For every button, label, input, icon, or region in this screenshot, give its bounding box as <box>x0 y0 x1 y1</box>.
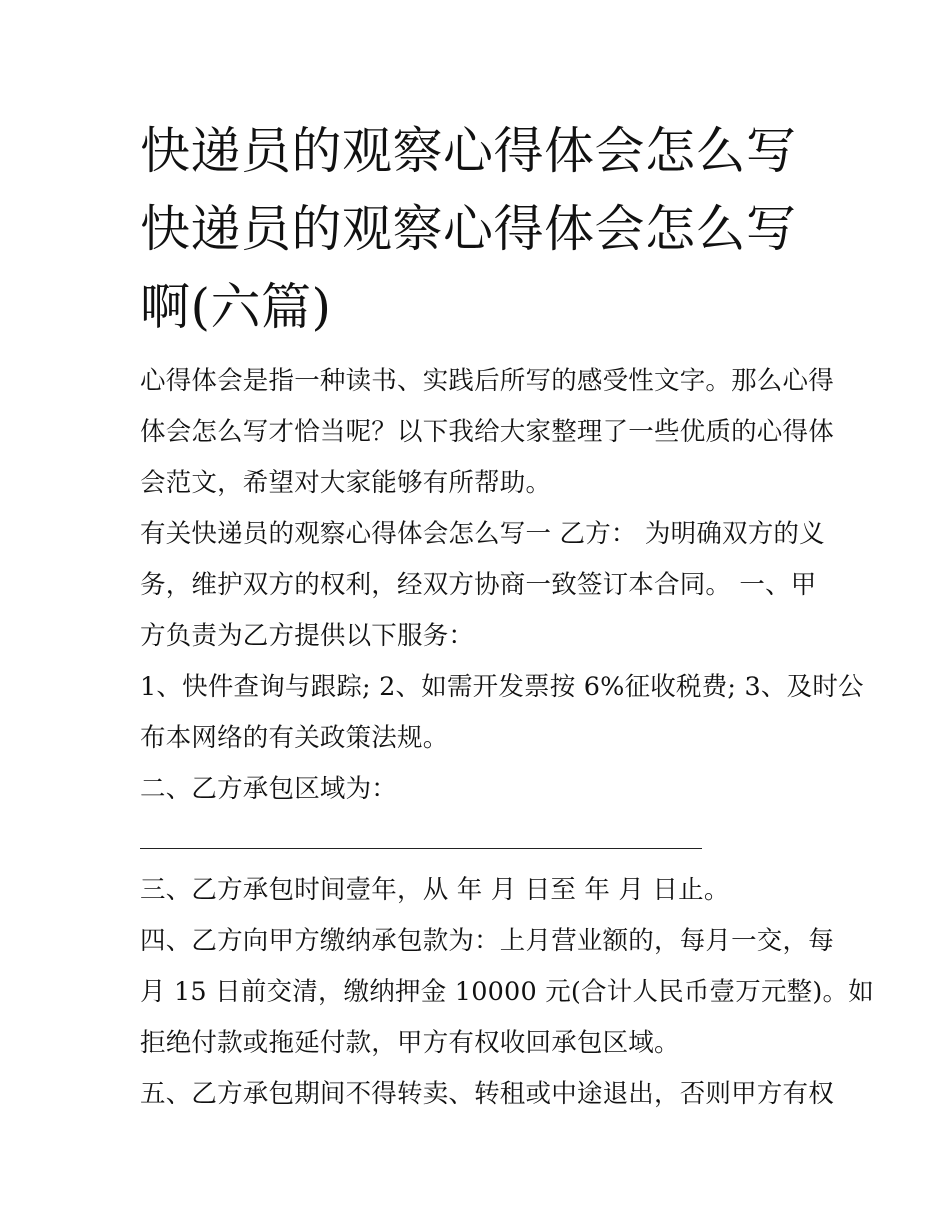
text-line: 务，维护双方的权利，经双方协商一致签订本合同。 一、甲 <box>140 570 817 600</box>
document-title <box>140 112 820 346</box>
area-clause-paragraph <box>140 764 820 815</box>
title-line: 快递员的观察心得体会怎么写 <box>140 122 797 180</box>
document-body <box>140 356 874 1120</box>
title-line: 快递员的观察心得体会怎么写 <box>140 200 797 258</box>
text-line: 布本网络的有关政策法规。 <box>140 723 449 753</box>
services-paragraph <box>140 662 864 764</box>
text-line: 三、乙方承包时间壹年，从 年 月 日至 年 月 日止。 <box>140 875 730 905</box>
text-line: 二、乙方承包区域为： <box>140 774 398 804</box>
text-line: 有关快递员的观察心得体会怎么写一 乙方： 为明确双方的义 <box>140 519 825 549</box>
payment-clause-paragraph <box>140 916 874 1069</box>
contract-intro-paragraph <box>140 509 825 662</box>
fill-in-blank-line <box>140 848 702 849</box>
text-line: 体会怎么写才恰当呢？以下我给大家整理了一些优质的心得体 <box>140 417 834 447</box>
text-line: 月 15 日前交清，缴纳押金 10000 元(合计人民币壹万元整)。如 <box>140 977 874 1007</box>
transfer-clause-paragraph <box>140 1069 834 1120</box>
text-line: 五、乙方承包期间不得转卖、转租或中途退出，否则甲方有权 <box>140 1079 834 1109</box>
text-line: 方负责为乙方提供以下服务： <box>140 621 475 651</box>
intro-paragraph <box>140 356 834 509</box>
text-line: 四、乙方向甲方缴纳承包款为：上月营业额的，每月一交，每 <box>140 926 834 956</box>
text-line: 拒绝付款或拖延付款，甲方有权收回承包区域。 <box>140 1028 680 1058</box>
text-line: 1、快件查询与跟踪; 2、如需开发票按 6%征收税费; 3、及时公 <box>140 672 864 702</box>
term-clause-paragraph <box>140 865 820 916</box>
title-line: 啊(六篇) <box>140 278 332 336</box>
text-line: 会范文，希望对大家能够有所帮助。 <box>140 468 552 498</box>
document-page <box>140 112 874 1120</box>
text-line: 心得体会是指一种读书、实践后所写的感受性文字。那么心得 <box>140 366 834 396</box>
